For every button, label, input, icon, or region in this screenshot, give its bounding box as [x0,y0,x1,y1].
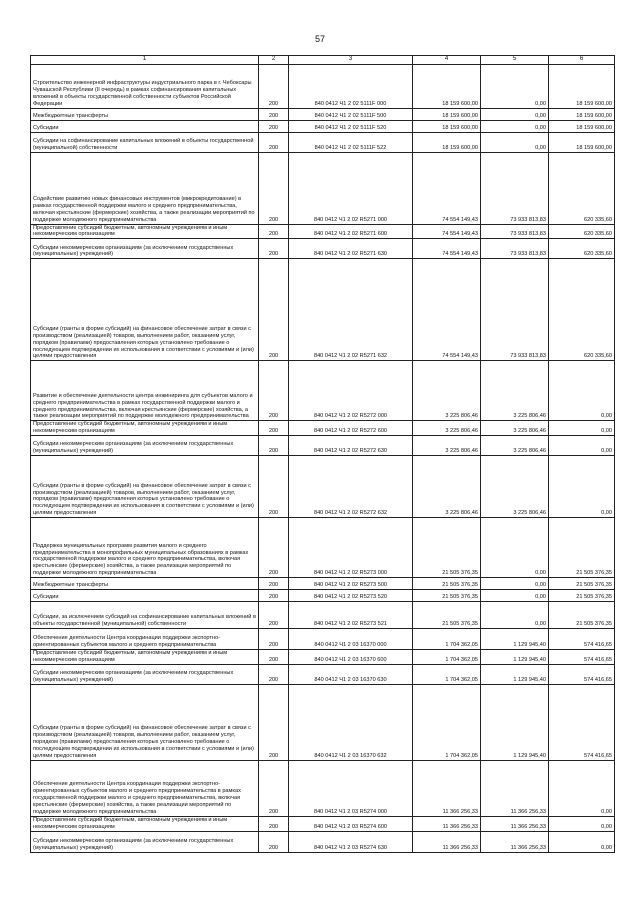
row-amount-cell: 1 704 362,05 [413,629,481,650]
row-amount-cell: 21 505 376,35 [549,518,615,578]
row-col2-cell: 200 [259,629,289,650]
row-amount-cell: 21 505 376,35 [549,578,615,590]
table-row [31,361,615,421]
row-amount-cell: 1 129 945,40 [481,665,549,685]
row-name-cell: Содействие развитию новых финансовых инструментов (микрокредитование) в рамках государственной поддержки малого и среднего предпринимательства, включая крестьянские (фермерские) хозяйства, а также реализации мероприятий по поддержке молодежного предпринимательства [31,152,259,224]
row-amount-cell: 11 366 256,33 [481,817,549,832]
row-amount-cell: 0,00 [481,108,549,120]
row-name-cell: Развитие и обеспечение деятельности центра инжиниринга для субъектов малого и среднего предпринимательства в рамках государственной поддержки малого и среднего предпринимательства, включая крестьянские (фермерские) хозяйства, а также реализации мероприятий по поддержке молодежного предпринимательства [31,361,259,421]
row-col2-cell: 200 [259,120,289,132]
row-col2-cell: 200 [259,578,289,590]
row-amount-cell: 1 129 945,40 [481,629,549,650]
row-amount-cell: 0,00 [549,761,615,817]
header-cell: 6 [549,56,615,65]
row-amount-cell: 1 129 945,40 [481,685,549,761]
budget-table [30,55,615,853]
table-row [31,239,615,259]
row-amount-cell: 0,00 [481,518,549,578]
table-row [31,518,615,578]
row-amount-cell: 11 366 256,33 [481,761,549,817]
row-amount-cell: 18 159 600,00 [549,132,615,152]
row-amount-cell: 3 225 806,46 [413,421,481,436]
table-header-row [31,56,615,65]
row-amount-cell: 73 933 813,83 [481,152,549,224]
row-name-cell: Предоставление субсидий бюджетным, автономным учреждениям и иным некоммерческим организациям [31,817,259,832]
row-code-cell: 840 0412 Ч1 2 02 5111F 000 [289,64,413,108]
row-amount-cell: 21 505 376,35 [413,578,481,590]
row-amount-cell: 0,00 [481,132,549,152]
table-row [31,152,615,224]
row-amount-cell: 0,00 [549,421,615,436]
row-code-cell: 840 0412 Ч1 2 03 16370 632 [289,685,413,761]
row-amount-cell: 0,00 [481,578,549,590]
row-code-cell: 840 0412 Ч1 2 02 R5271 630 [289,239,413,259]
row-amount-cell: 620 335,60 [549,239,615,259]
table-row [31,590,615,602]
row-code-cell: 840 0412 Ч1 2 03 16370 630 [289,665,413,685]
row-code-cell: 840 0412 Ч1 2 02 5111F 520 [289,120,413,132]
row-amount-cell: 74 554 149,43 [413,224,481,239]
row-col2-cell: 200 [259,456,289,518]
row-amount-cell: 21 505 376,35 [413,518,481,578]
header-cell: 5 [481,56,549,65]
row-name-cell: Предоставление субсидий бюджетным, автономным учреждениям и иным некоммерческим организациям [31,650,259,665]
row-col2-cell: 200 [259,132,289,152]
table-row [31,224,615,239]
row-amount-cell: 620 335,60 [549,259,615,361]
row-name-cell: Субсидии (гранты в форме субсидий) на финансовое обеспечение затрат в связи с производством (реализацией) товаров, выполнением работ, оказанием услуг, порядком (правилами) предоставления которых установлено требование о последующем подтверждении их использования в соответствии с условиями и (или) целями предоставления [31,685,259,761]
row-name-cell: Субсидии некоммерческим организациям (за исключением государственных (муниципальных) учреждений) [31,832,259,853]
row-code-cell: 840 0412 Ч1 2 02 5111F 500 [289,108,413,120]
row-col2-cell: 200 [259,665,289,685]
row-amount-cell: 18 159 600,00 [549,108,615,120]
row-amount-cell: 11 366 256,33 [413,761,481,817]
row-code-cell: 840 0412 Ч1 2 03 16370 600 [289,650,413,665]
table-row [31,629,615,650]
row-col2-cell: 200 [259,239,289,259]
row-amount-cell: 620 335,60 [549,224,615,239]
row-amount-cell: 0,00 [481,602,549,629]
row-amount-cell: 0,00 [481,64,549,108]
row-amount-cell: 18 159 600,00 [413,120,481,132]
row-amount-cell: 74 554 149,43 [413,239,481,259]
row-code-cell: 840 0412 Ч1 2 02 R5273 521 [289,602,413,629]
header-cell: 4 [413,56,481,65]
row-name-cell: Субсидии некоммерческим организациям (за исключением государственных (муниципальных) учреждений) [31,239,259,259]
row-amount-cell: 74 554 149,43 [413,259,481,361]
table-row [31,817,615,832]
row-col2-cell: 200 [259,108,289,120]
table-row [31,132,615,152]
table-row [31,436,615,456]
row-amount-cell: 0,00 [549,361,615,421]
row-amount-cell: 21 505 376,35 [549,602,615,629]
row-amount-cell: 574 416,65 [549,665,615,685]
table-row [31,578,615,590]
row-col2-cell: 200 [259,259,289,361]
header-cell: 1 [31,56,259,65]
row-col2-cell: 200 [259,817,289,832]
row-col2-cell: 200 [259,64,289,108]
row-col2-cell: 200 [259,761,289,817]
row-amount-cell: 3 225 806,46 [481,456,549,518]
row-name-cell: Субсидии [31,590,259,602]
row-code-cell: 840 0412 Ч1 2 03 R5274 000 [289,761,413,817]
row-code-cell: 840 0412 Ч1 2 02 R5273 000 [289,518,413,578]
row-amount-cell: 0,00 [481,120,549,132]
row-amount-cell: 18 159 600,00 [549,120,615,132]
row-code-cell: 840 0412 Ч1 2 03 16370 000 [289,629,413,650]
row-name-cell: Субсидии некоммерческим организациям (за исключением государственных (муниципальных) учреждений) [31,436,259,456]
page-number: 57 [314,34,325,44]
row-name-cell: Межбюджетные трансферты [31,578,259,590]
row-amount-cell: 3 225 806,46 [481,436,549,456]
row-name-cell: Субсидии (гранты в форме субсидий) на финансовое обеспечение затрат в связи с производством (реализацией) товаров, выполнением работ, оказанием услуг, порядком (правилами) предоставления которых установлено требование о последующем подтверждении их использования в соответствии с условиями и (или) целями предоставления [31,456,259,518]
row-code-cell: 840 0412 Ч1 2 02 R5271 632 [289,259,413,361]
row-col2-cell: 200 [259,518,289,578]
row-code-cell: 840 0412 Ч1 2 02 R5271 000 [289,152,413,224]
row-amount-cell: 18 159 600,00 [549,64,615,108]
row-col2-cell: 200 [259,590,289,602]
table-row [31,761,615,817]
header-cell: 3 [289,56,413,65]
header-cell: 2 [259,56,289,65]
table-row [31,259,615,361]
row-col2-cell: 200 [259,650,289,665]
row-code-cell: 840 0412 Ч1 2 02 R5273 500 [289,578,413,590]
row-amount-cell: 74 554 149,43 [413,152,481,224]
row-code-cell: 840 0412 Ч1 2 02 R5273 520 [289,590,413,602]
row-name-cell: Обеспечение деятельности Центра координации поддержки экспортно-ориентированных субъектов малого и среднего предпринимательства в рамках государственной поддержки малого и среднего предпринимательства, включая крестьянские (фермерские) хозяйства, а также реализации мероприятий по поддержке молодежного предпринимательства [31,761,259,817]
row-col2-cell: 200 [259,436,289,456]
row-amount-cell: 0,00 [549,817,615,832]
table-row [31,650,615,665]
row-amount-cell: 73 933 813,83 [481,259,549,361]
row-amount-cell: 73 933 813,83 [481,224,549,239]
table-row [31,685,615,761]
row-col2-cell: 200 [259,832,289,853]
row-amount-cell: 574 416,65 [549,629,615,650]
row-amount-cell: 3 225 806,46 [413,456,481,518]
row-amount-cell: 574 416,65 [549,650,615,665]
row-amount-cell: 620 335,60 [549,152,615,224]
table-row [31,64,615,108]
row-name-cell: Субсидии на софинансирование капитальных вложений в объекты государственной (муниципальной) собственности [31,132,259,152]
row-col2-cell: 200 [259,685,289,761]
row-code-cell: 840 0412 Ч1 2 02 R5271 600 [289,224,413,239]
table-row [31,602,615,629]
row-name-cell: Строительство инженерной инфраструктуры индустриального парка в г. Чебоксары Чувашской Республики (II очередь) в рамках софинансирования капитальных вложений в объекты государственной собственности субъектов Российской Федерации [31,64,259,108]
row-name-cell: Предоставление субсидий бюджетным, автономным учреждениям и иным некоммерческим организациям [31,421,259,436]
row-amount-cell: 21 505 376,35 [413,590,481,602]
row-amount-cell: 3 225 806,46 [413,361,481,421]
row-col2-cell: 200 [259,602,289,629]
row-name-cell: Субсидии (гранты в форме субсидий) на финансовое обеспечение затрат в связи с производством (реализацией) товаров, выполнением работ, оказанием услуг, порядком (правилами) предоставления которых установлено требование о последующем подтверждении их использования в соответствии с условиями и (или) целями предоставления [31,259,259,361]
table-row [31,120,615,132]
row-amount-cell: 11 366 256,33 [413,817,481,832]
row-amount-cell: 0,00 [549,832,615,853]
row-amount-cell: 1 704 362,05 [413,685,481,761]
row-amount-cell: 11 366 256,33 [481,832,549,853]
row-code-cell: 840 0412 Ч1 2 02 R5272 630 [289,436,413,456]
table-row [31,665,615,685]
row-code-cell: 840 0412 Ч1 2 02 R5272 000 [289,361,413,421]
table-row [31,456,615,518]
row-name-cell: Поддержка муниципальных программ развития малого и среднего предпринимательства в монопрофильных муниципальных образованиях в рамках государственной поддержки малого и среднего предпринимательства, включая крестьянские (фермерские) хозяйства, а также реализации мероприятий по поддержке молодежного предпринимательства [31,518,259,578]
row-name-cell: Субсидии [31,120,259,132]
row-amount-cell: 574 416,65 [549,685,615,761]
row-amount-cell: 3 225 806,46 [481,421,549,436]
row-name-cell: Субсидии некоммерческим организациям (за исключением государственных (муниципальных) учреждений) [31,665,259,685]
row-col2-cell: 200 [259,152,289,224]
row-amount-cell: 3 225 806,46 [413,436,481,456]
row-code-cell: 840 0412 Ч1 2 02 R5272 632 [289,456,413,518]
row-name-cell: Обеспечение деятельности Центра координации поддержки экспортно-ориентированных субъектов малого и среднего предпринимательства [31,629,259,650]
row-amount-cell: 21 505 376,35 [413,602,481,629]
row-amount-cell: 1 704 362,05 [413,650,481,665]
row-col2-cell: 200 [259,361,289,421]
table-row [31,832,615,853]
row-code-cell: 840 0412 Ч1 2 02 5111F 522 [289,132,413,152]
row-amount-cell: 3 225 806,46 [481,361,549,421]
row-amount-cell: 73 933 813,83 [481,239,549,259]
row-amount-cell: 18 159 600,00 [413,108,481,120]
row-amount-cell: 11 366 256,33 [413,832,481,853]
row-amount-cell: 1 129 945,40 [481,650,549,665]
row-amount-cell: 0,00 [549,436,615,456]
row-col2-cell: 200 [259,224,289,239]
table-row [31,421,615,436]
row-amount-cell: 1 704 362,05 [413,665,481,685]
table-row [31,108,615,120]
row-name-cell: Предоставление субсидий бюджетным, автономным учреждениям и иным некоммерческим организациям [31,224,259,239]
row-name-cell: Межбюджетные трансферты [31,108,259,120]
row-code-cell: 840 0412 Ч1 2 03 R5274 630 [289,832,413,853]
row-code-cell: 840 0412 Ч1 2 02 R5272 600 [289,421,413,436]
row-amount-cell: 0,00 [549,456,615,518]
row-name-cell: Субсидии, за исключением субсидий на софинансирование капитальных вложений в объекты государственной (муниципальной) собственности [31,602,259,629]
row-col2-cell: 200 [259,421,289,436]
row-amount-cell: 21 505 376,35 [549,590,615,602]
row-code-cell: 840 0412 Ч1 2 03 R5274 600 [289,817,413,832]
row-amount-cell: 0,00 [481,590,549,602]
row-amount-cell: 18 159 600,00 [413,64,481,108]
row-amount-cell: 18 159 600,00 [413,132,481,152]
